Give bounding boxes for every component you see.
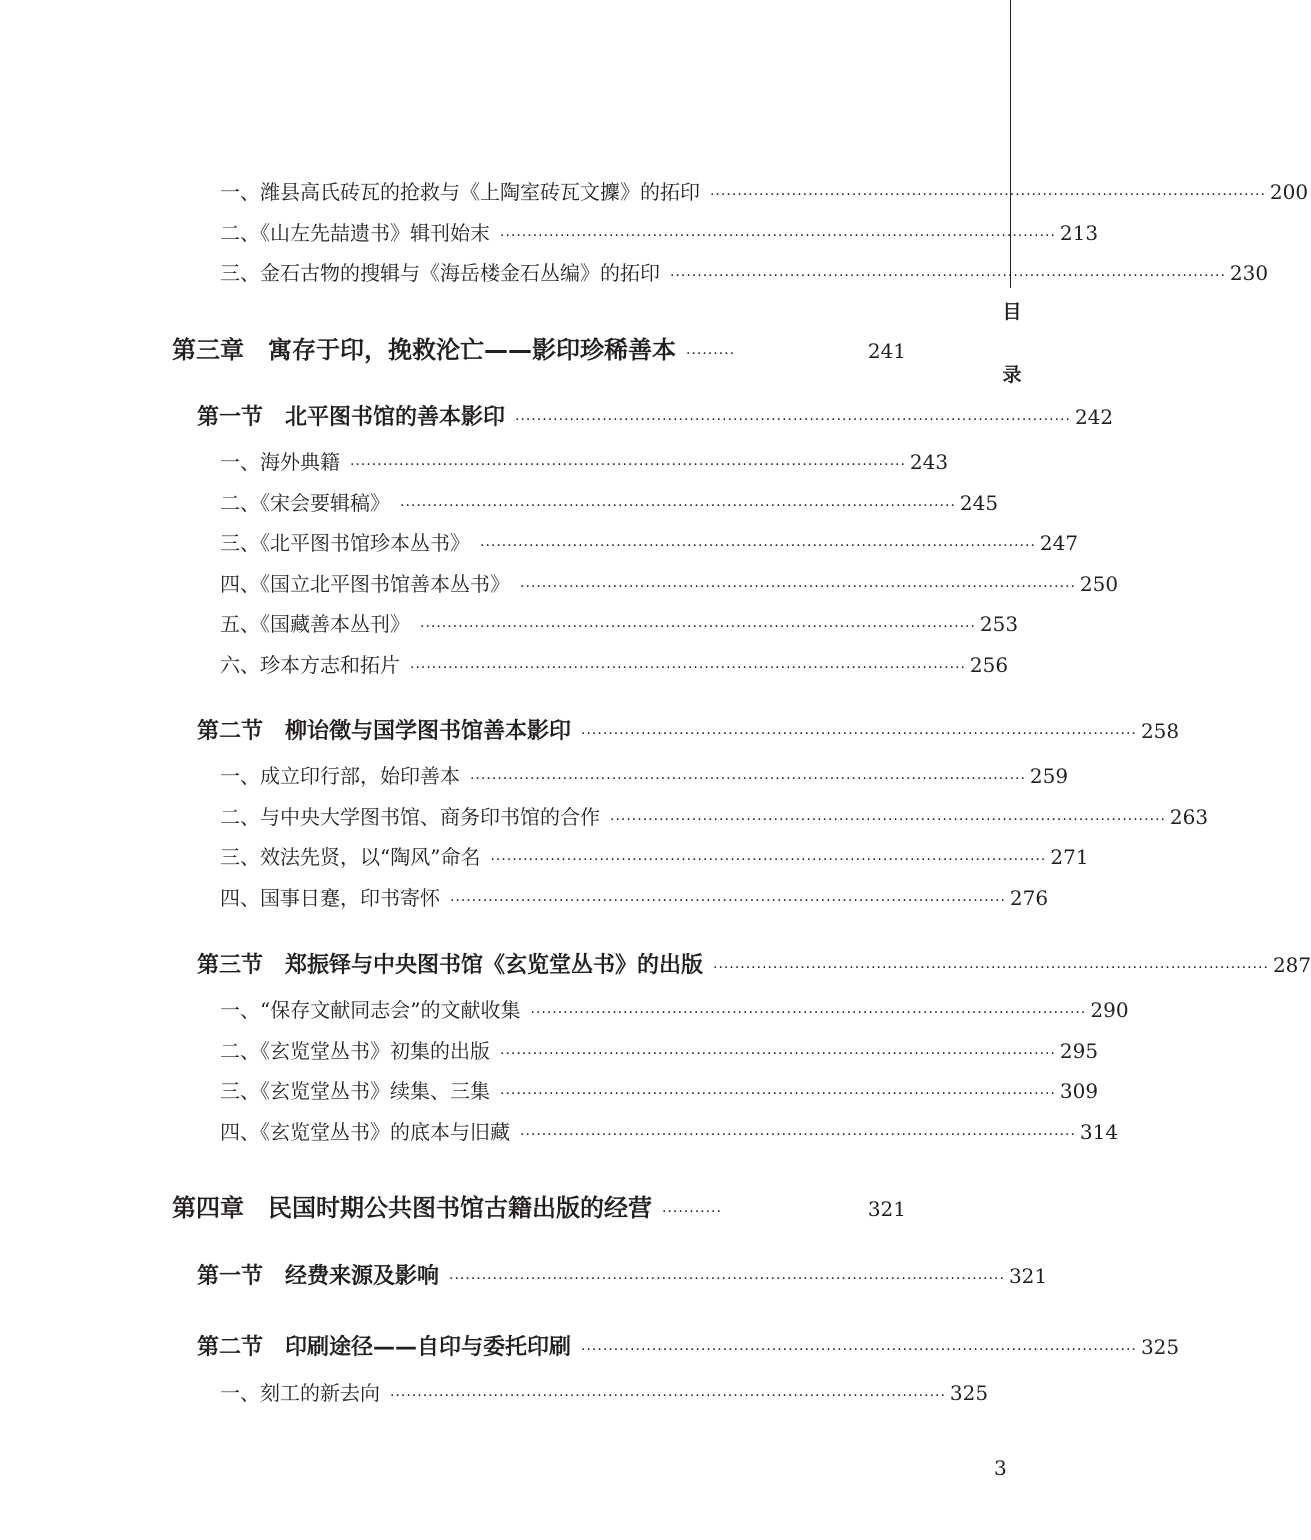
toc-entry-title: 四、国事日蹇，印书寄怀 [220, 886, 440, 910]
toc-entry-page: 295 [1059, 1039, 1099, 1063]
toc-chapter[interactable] [172, 1188, 906, 1220]
dot-leader: ······································································································ [449, 1271, 1005, 1287]
toc-chapter[interactable] [172, 330, 906, 362]
toc-section-title: 第二节 柳诒徵与国学图书馆善本影印 [197, 719, 572, 744]
toc-entry-title: 二、《山左先喆遗书》辑刊始末 [220, 221, 490, 245]
toc-entry-page: 230 [1229, 261, 1269, 285]
toc-entry-page: 314 [1079, 1120, 1119, 1144]
dot-leader: ········· [686, 346, 736, 362]
toc-entry-page: 245 [959, 491, 999, 515]
toc-entry-title: 三、《北平图书馆珍本丛书》 [220, 531, 470, 555]
toc-entry-title: 一、潍县高氏砖瓦的抢救与《上陶室砖瓦文攈》的拓印 [220, 180, 700, 204]
toc-section[interactable] [197, 948, 1311, 978]
toc-section[interactable] [197, 714, 1180, 744]
toc-entry-title: 一、“保存文献同志会”的文献收集 [220, 998, 521, 1022]
toc-entry[interactable] [220, 801, 1209, 829]
toc-entry-title: 一、成立印行部，始印善本 [220, 764, 460, 788]
toc-entry[interactable] [220, 882, 1049, 910]
toc-entry[interactable] [220, 217, 1099, 245]
toc-section[interactable] [197, 1259, 1048, 1289]
dot-leader: ······································································································ [581, 726, 1137, 742]
dot-leader: ······································································································ [350, 457, 906, 473]
toc-entry-title: 二、《玄览堂丛书》初集的出版 [220, 1039, 490, 1063]
toc-entry-page: 263 [1169, 805, 1209, 829]
dot-leader: ······································································································ [581, 1342, 1137, 1358]
dot-leader: ······································································································ [470, 771, 1026, 787]
toc-entry-page: 276 [1009, 886, 1049, 910]
side-header-char-1: 目 [1002, 301, 1022, 323]
toc-entry-title: 二、与中央大学图书馆、商务印书馆的合作 [220, 805, 600, 829]
toc-entry[interactable] [220, 176, 1309, 204]
toc-entry[interactable] [220, 568, 1119, 596]
toc-entry-title: 四、《国立北平图书馆善本丛书》 [220, 572, 510, 596]
toc-entry[interactable] [220, 760, 1069, 788]
toc-entry[interactable] [220, 649, 1009, 677]
toc-entry-page: 213 [1059, 221, 1099, 245]
toc-entry[interactable] [220, 1116, 1119, 1144]
toc-section-title: 第二节 印刷途径——自印与委托印刷 [197, 1335, 572, 1360]
toc-entry[interactable] [220, 1035, 1099, 1063]
toc-section-page: 325 [1140, 1335, 1180, 1359]
dot-leader: ······································································································ [670, 268, 1226, 284]
toc-section[interactable] [197, 1330, 1180, 1360]
dot-leader: ··········· [662, 1204, 722, 1220]
toc-entry[interactable] [220, 257, 1269, 285]
dot-leader: ······································································································ [500, 1046, 1056, 1062]
dot-leader: ······································································································ [420, 619, 976, 635]
page-number: 3 [994, 1456, 1007, 1480]
toc-entry-page: 250 [1079, 572, 1119, 596]
dot-leader: ······································································································ [500, 1086, 1056, 1102]
toc-entry[interactable] [220, 487, 999, 515]
dot-leader: ······································································································ [713, 960, 1269, 976]
toc-entry-page: 243 [909, 450, 949, 474]
toc-entry-page: 271 [1050, 845, 1089, 869]
toc-entry[interactable] [220, 608, 1019, 636]
toc-entry-title: 三、效法先贤，以“陶风”命名 [220, 845, 481, 869]
dot-leader: ······································································································ [450, 893, 1006, 909]
toc-section[interactable] [197, 400, 1114, 430]
toc-entry[interactable] [220, 841, 1089, 869]
toc-entry-page: 247 [1039, 531, 1079, 555]
toc-entry-page: 253 [979, 612, 1019, 636]
toc-section-title: 第一节 经费来源及影响 [197, 1264, 440, 1289]
toc-entry-page: 200 [1269, 180, 1309, 204]
toc-chapter-page: 321 [867, 1197, 906, 1221]
dot-leader: ······································································································ [520, 579, 1076, 595]
dot-leader: ······································································································ [390, 1388, 946, 1404]
toc-entry[interactable] [220, 994, 1129, 1022]
toc-section-page: 242 [1074, 405, 1114, 429]
toc-entry-page: 259 [1029, 764, 1069, 788]
toc-chapter-title: 第四章 民国时期公共图书馆古籍出版的经营 [172, 1194, 652, 1222]
toc-entry[interactable] [220, 1377, 989, 1405]
dot-leader: ······································································································ [520, 1127, 1076, 1143]
toc-entry-page: 290 [1090, 998, 1129, 1022]
toc-entry[interactable] [220, 527, 1079, 555]
dot-leader: ······································································································ [490, 852, 1047, 868]
side-header-char-2: 录 [1002, 364, 1022, 386]
dot-leader: ······································································································ [410, 660, 966, 676]
toc-entry-title: 五、《国藏善本丛刊》 [220, 612, 410, 636]
toc-entry-title: 三、金石古物的搜辑与《海岳楼金石丛编》的拓印 [220, 261, 660, 285]
toc-entry-title: 一、海外典籍 [220, 450, 340, 474]
toc-entry-title: 六、珍本方志和拓片 [220, 653, 400, 677]
dot-leader: ······································································································ [480, 538, 1036, 554]
toc-section-page: 287 [1272, 953, 1311, 977]
toc-entry-title: 三、《玄览堂丛书》续集、三集 [220, 1079, 490, 1103]
toc-chapter-page: 241 [867, 339, 906, 363]
toc-entry-title: 二、《宋会要辑稿》 [220, 491, 390, 515]
toc-section-title: 第一节 北平图书馆的善本影印 [197, 405, 506, 430]
toc-section-page: 321 [1008, 1264, 1048, 1288]
dot-leader: ······································································································ [500, 228, 1056, 244]
toc-section-title: 第三节 郑振铎与中央图书馆《玄览堂丛书》的出版 [197, 953, 704, 978]
toc-section-page: 258 [1140, 719, 1180, 743]
toc-entry-page: 309 [1059, 1079, 1099, 1103]
dot-leader: ······································································································ [400, 498, 956, 514]
toc-entry-page: 325 [949, 1381, 989, 1405]
toc-entry-title: 一、刻工的新去向 [220, 1381, 380, 1405]
toc-entry[interactable] [220, 1075, 1099, 1103]
toc-entry-page: 256 [969, 653, 1009, 677]
dot-leader: ······································································································ [710, 187, 1266, 203]
dot-leader: ······································································································ [610, 812, 1166, 828]
dot-leader: ······································································································ [515, 412, 1071, 428]
margin-rule [1010, 0, 1011, 288]
toc-entry[interactable] [220, 446, 949, 474]
toc-chapter-title: 第三章 寓存于印，挽救沦亡——影印珍稀善本 [172, 336, 676, 364]
dot-leader: ······································································································ [530, 1005, 1087, 1021]
toc-entry-title: 四、《玄览堂丛书》的底本与旧藏 [220, 1120, 510, 1144]
